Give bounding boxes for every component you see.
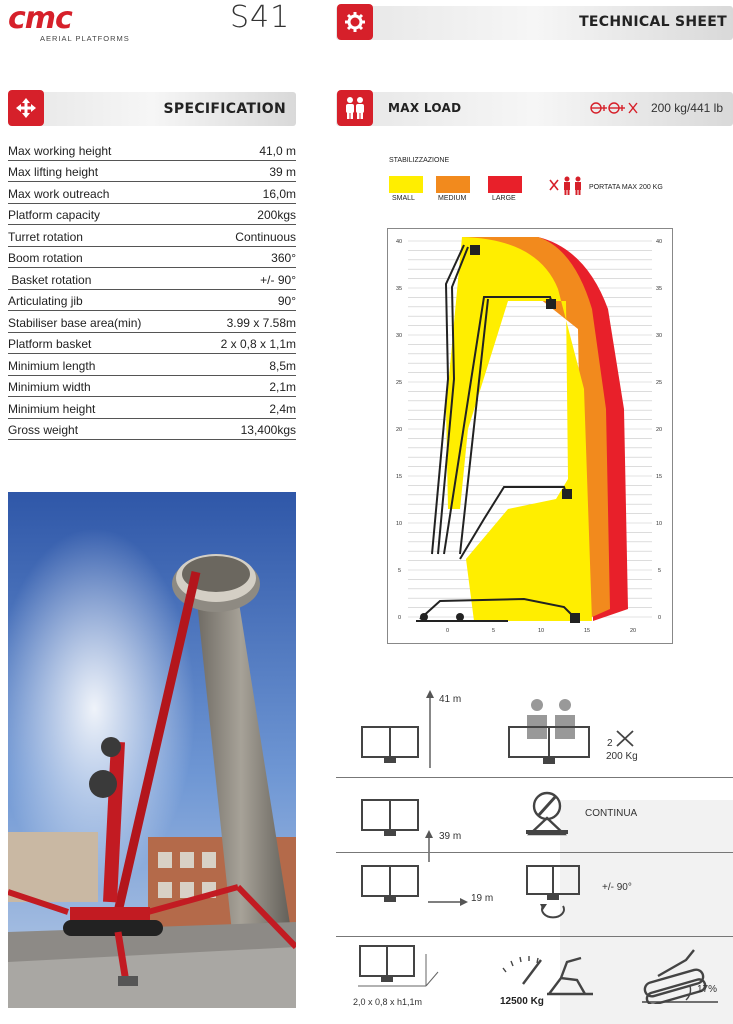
y-tick: 0 bbox=[398, 615, 402, 621]
y-tick-right: 30 bbox=[656, 333, 663, 339]
y-tick: 25 bbox=[396, 380, 403, 386]
persons-count: 2 bbox=[607, 738, 613, 749]
x-tick: 5 bbox=[492, 628, 496, 634]
y-tick: 35 bbox=[396, 286, 403, 292]
spec-value: 2,4m bbox=[269, 401, 296, 416]
outreach-19-label: 19 m bbox=[471, 893, 494, 904]
spec-label: Basket rotation bbox=[8, 272, 92, 287]
spec-label: Platform capacity bbox=[8, 208, 101, 222]
spec-row bbox=[8, 419, 296, 441]
slope-crawler-icon bbox=[638, 946, 722, 1004]
cmc-logo bbox=[8, 1, 138, 43]
height-39-label: 39 m bbox=[439, 831, 462, 842]
tools-icon bbox=[614, 728, 636, 748]
y-tick-right: 10 bbox=[656, 521, 663, 527]
load-symbols-icon bbox=[590, 101, 640, 115]
spec-value: 39 m bbox=[269, 165, 296, 179]
basket-dimension-icon bbox=[356, 944, 442, 994]
spec-label: Minimium length bbox=[8, 358, 96, 373]
specification-title: SPECIFICATION bbox=[163, 101, 286, 117]
spec-row bbox=[8, 290, 296, 312]
lift-arrow-icon bbox=[424, 830, 434, 862]
legend-swatch-large bbox=[488, 176, 522, 193]
y-tick-right: 35 bbox=[656, 286, 663, 292]
product-photo bbox=[8, 492, 296, 1008]
spec-row bbox=[8, 376, 296, 398]
y-tick-right: 0 bbox=[658, 615, 662, 621]
spec-row bbox=[8, 247, 296, 269]
y-tick: 15 bbox=[396, 474, 403, 480]
y-tick-right: 5 bbox=[658, 568, 662, 574]
y-tick-right: 15 bbox=[656, 474, 663, 480]
spec-value: 2,1m bbox=[269, 380, 296, 394]
legend-label-large: LARGE bbox=[492, 195, 516, 202]
spec-label: Platform basket bbox=[8, 337, 92, 351]
move-arrows-icon bbox=[8, 90, 44, 126]
spec-value: 13,400kgs bbox=[240, 423, 296, 437]
spec-row bbox=[8, 139, 296, 161]
working-envelope-chart bbox=[387, 228, 673, 644]
y-tick-right: 25 bbox=[656, 380, 663, 386]
two-persons-icon bbox=[337, 90, 373, 126]
maxload-value: 200 kg/441 lb bbox=[650, 101, 723, 115]
specification-table bbox=[8, 139, 296, 440]
spec-label: Gross weight bbox=[8, 423, 79, 437]
spec-value: 200kgs bbox=[257, 208, 296, 222]
spec-value: 2 x 0,8 x 1,1m bbox=[220, 337, 296, 351]
spec-row bbox=[8, 268, 296, 290]
specification-bar bbox=[8, 92, 296, 126]
spec-label: Turret rotation bbox=[8, 229, 83, 244]
y-tick: 30 bbox=[396, 333, 403, 339]
spec-row bbox=[8, 225, 296, 247]
spec-row bbox=[8, 182, 296, 204]
spec-label: Max work outreach bbox=[8, 186, 110, 201]
brand-wordmark: cmc bbox=[8, 1, 72, 36]
spec-value: +/- 90° bbox=[260, 272, 296, 287]
x-tick: 15 bbox=[584, 628, 591, 634]
y-tick: 5 bbox=[398, 568, 402, 574]
height-41-label: 41 m bbox=[439, 694, 462, 705]
y-tick: 40 bbox=[396, 239, 403, 245]
spec-label: Max lifting height bbox=[8, 165, 99, 179]
y-tick: 20 bbox=[396, 427, 403, 433]
spec-label: Stabiliser base area(min) bbox=[8, 315, 142, 330]
y-tick-right: 20 bbox=[656, 427, 663, 433]
legend-swatch-medium bbox=[436, 176, 470, 193]
spec-row bbox=[8, 397, 296, 419]
spec-label: Articulating jib bbox=[8, 294, 83, 308]
spec-row bbox=[8, 354, 296, 376]
spec-row bbox=[8, 161, 296, 183]
two-workers-basket-icon bbox=[505, 695, 595, 767]
basket-icon-lift bbox=[360, 798, 422, 842]
basket-icon-height bbox=[360, 725, 422, 769]
basket-rotation-icon bbox=[525, 864, 583, 922]
legend-swatch-small bbox=[389, 176, 423, 193]
technical-sheet-bar bbox=[336, 6, 733, 40]
maxload-title: MAX LOAD bbox=[388, 101, 462, 115]
spec-row bbox=[8, 204, 296, 226]
x-tick: 20 bbox=[630, 628, 637, 634]
outreach-arrow-icon bbox=[428, 894, 468, 904]
spec-value: 90° bbox=[277, 294, 296, 308]
persons-kg: 200 Kg bbox=[606, 751, 638, 762]
y-tick-right: 40 bbox=[656, 239, 663, 245]
spec-label: Minimium width bbox=[8, 380, 91, 394]
spec-value: 360° bbox=[271, 251, 296, 265]
stabilization-label: STABILIZZAZIONE bbox=[389, 157, 450, 164]
technical-sheet-title: TECHNICAL SHEET bbox=[579, 14, 727, 30]
slope-label: 17% bbox=[697, 984, 718, 995]
spec-row bbox=[8, 333, 296, 355]
spec-label: Boom rotation bbox=[8, 251, 83, 265]
spec-row bbox=[8, 311, 296, 333]
continua-label: CONTINUA bbox=[585, 808, 638, 819]
spec-value: Continuous bbox=[235, 229, 296, 244]
spec-value: 41,0 m bbox=[259, 143, 296, 158]
legend-label-medium: MEDIUM bbox=[438, 195, 467, 202]
spec-value: 3.99 x 7.58m bbox=[226, 315, 296, 330]
basket-dimension-label: 2,0 x 0,8 x h1,1m bbox=[353, 997, 423, 1007]
x-tick: 0 bbox=[446, 628, 450, 634]
height-arrow-icon bbox=[425, 690, 435, 768]
divider bbox=[336, 777, 733, 778]
spec-value: 8,5m bbox=[269, 358, 296, 373]
x-tick: 10 bbox=[538, 628, 545, 634]
y-tick: 10 bbox=[396, 521, 403, 527]
divider bbox=[336, 852, 733, 853]
brand-subtitle: AERIAL PLATFORMS bbox=[40, 34, 130, 43]
spec-label: Minimium height bbox=[8, 401, 96, 416]
basket-rotation-label: +/- 90° bbox=[602, 882, 632, 893]
legend-label-small: SMALL bbox=[392, 195, 415, 202]
gear-icon bbox=[337, 4, 373, 40]
model-name: S41 bbox=[230, 0, 291, 35]
capacity-persons-icon bbox=[548, 176, 586, 196]
weight-label: 12500 Kg bbox=[500, 996, 544, 1007]
turret-rotation-icon bbox=[522, 788, 572, 838]
divider bbox=[336, 936, 733, 937]
spec-value: 16,0m bbox=[262, 186, 296, 201]
weight-gauge-icon bbox=[497, 950, 597, 1000]
portata-label: PORTATA MAX 200 KG bbox=[589, 184, 663, 191]
basket-icon-outreach bbox=[360, 864, 422, 908]
maxload-bar bbox=[336, 92, 733, 126]
spec-label: Max working height bbox=[8, 143, 112, 158]
